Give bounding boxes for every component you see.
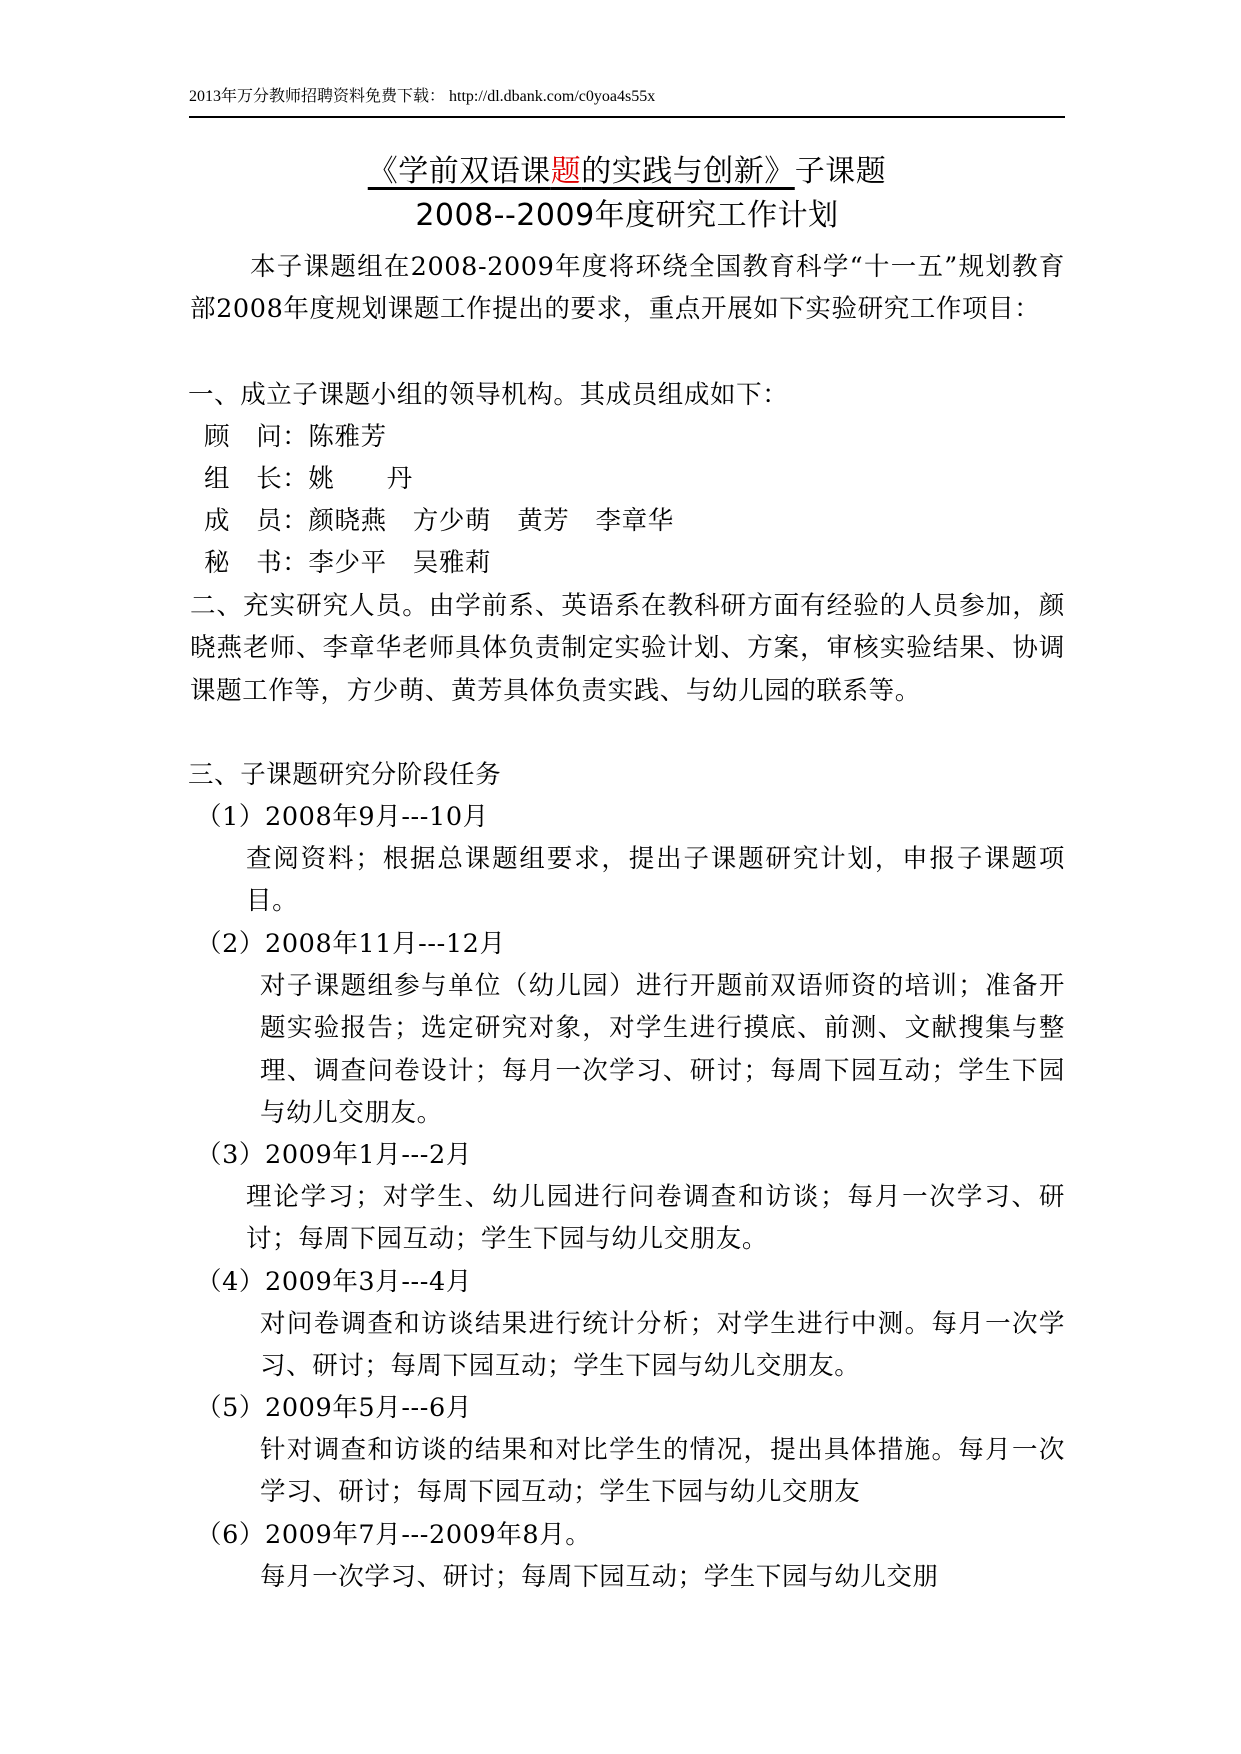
stage-label: （5）2009年5月---6月: [196, 1393, 472, 1423]
section3-heading: 三、子课题研究分阶段任务: [188, 760, 502, 790]
stage-description: 查阅资料；根据总课题组要求，提出子课题研究计划，申报子课题项目。: [246, 844, 1065, 917]
title-underlined: [368, 154, 795, 189]
member-role: 成 员：: [204, 506, 309, 536]
document-title-line2: [189, 194, 1065, 238]
title-red-char: 题: [550, 154, 582, 189]
title-tail: 子课题: [794, 154, 887, 189]
member-row: [204, 542, 491, 584]
member-names: 颜晓燕 方少萌 黄芳 李章华: [308, 506, 674, 536]
stage-label: （6）2009年7月---2009年8月。: [196, 1520, 592, 1550]
member-names: 姚 丹: [308, 464, 413, 494]
member-names: 陈雅芳: [308, 422, 387, 452]
member-row: [204, 500, 674, 542]
stage-description: 理论学习；对学生、幼儿园进行问卷调查和访谈；每月一次学习、研讨；每周下园互动；学生下园与幼儿交朋友。: [246, 1182, 1065, 1255]
stage-description: 对问卷调查和访谈结果进行统计分析；对学生进行中测。每月一次学习、研讨；每周下园互动；学生下园与幼儿交朋友。: [260, 1309, 1065, 1382]
member-role: 组 长：: [204, 464, 309, 494]
stage-description: 对子课题组参与单位（幼儿园）进行开题前双语师资的培训；准备开题实验报告；选定研究对象，对学生进行摸底、前测、文献搜集与整理、调查问卷设计；每月一次学习、研讨；每周下园互动；学生下园与幼儿交朋友。: [260, 971, 1065, 1128]
member-role: 顾 问：: [204, 422, 309, 452]
member-row: [204, 416, 387, 458]
header-divider: [189, 116, 1065, 118]
title-suffix: 的实践与创新》: [581, 154, 795, 189]
intro-paragraph: 本子课题组在2008-2009年度将环绕全国教育科学“十一五”规划教育部2008年度规划课题工作提出的要求，重点开展如下实验研究工作项目：: [190, 252, 1065, 325]
stage-label: （1）2008年9月---10月: [196, 802, 489, 832]
header-text: 2013年万分教师招聘资料免费下载： http://dl.dbank.com/c0yoa4s55x: [189, 88, 656, 105]
member-names: 李少平 吴雅莉: [308, 548, 492, 578]
member-role: 秘 书：: [204, 548, 309, 578]
section1-heading: 一、成立子课题小组的领导机构。其成员组成如下：: [188, 380, 789, 410]
section2-paragraph: 二、充实研究人员。由学前系、英语系在教科研方面有经验的人员参加，颜晓燕老师、李章华老师具体负责制定实验计划、方案，审核实验结果、协调课题工作等，方少萌、黄芳具体负责实践、与幼儿园的联系等。: [190, 591, 1065, 706]
title-year-range: 2008--2009年度研究工作计划: [415, 198, 839, 233]
stage-label: （4）2009年3月---4月: [196, 1267, 472, 1297]
stage-description: 每月一次学习、研讨；每周下园互动；学生下园与幼儿交朋: [260, 1562, 939, 1592]
stage-description: 针对调查和访谈的结果和对比学生的情况，提出具体措施。每月一次学习、研讨；每周下园互动；学生下园与幼儿交朋友: [260, 1435, 1065, 1508]
document-title-line1: [189, 150, 1065, 194]
stage-label: （3）2009年1月---2月: [196, 1140, 472, 1170]
member-row: [204, 458, 413, 500]
stage-label: （2）2008年11月---12月: [196, 929, 506, 959]
title-prefix: 《学前双语课: [367, 154, 551, 189]
page-header: [189, 86, 1065, 108]
